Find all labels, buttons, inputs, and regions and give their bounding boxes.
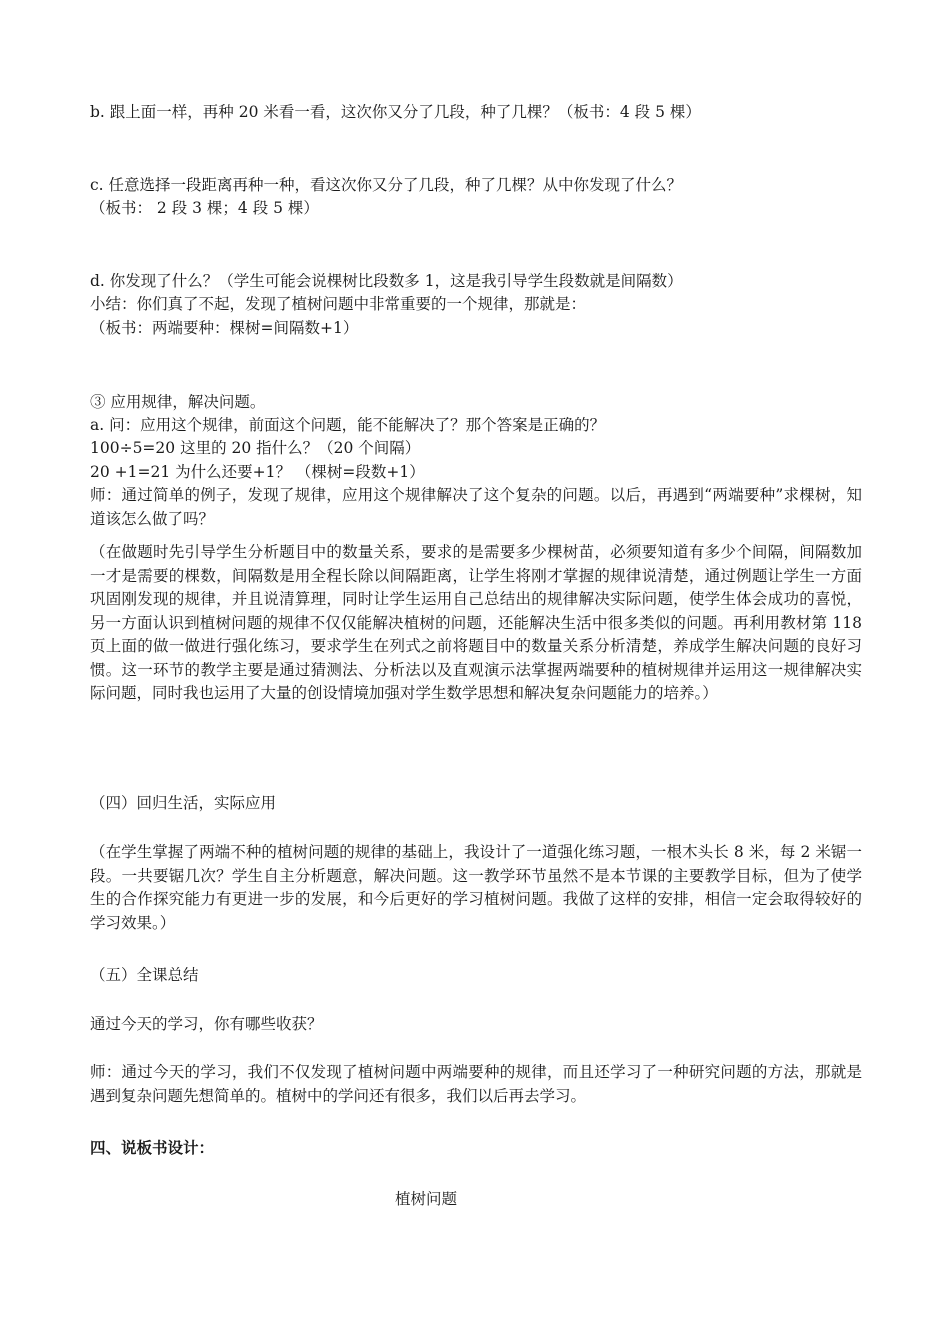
board-title: 植树问题 (394, 1190, 457, 1208)
line-harvest-question: 通过今天的学习，你有哪些收获？ (90, 1015, 323, 1033)
paragraph-note-2: （在学生掌握了两端不种的植树问题的规律的基础上，我设计了一道强化练习题，一根木头长 8 米，每 2 米锯一段。一共要锯几次？学生自主分析题意，解决问题。这一教学环节虽然不是本节课的主要教学目标，但为了使学生的合作探究能力有更进一步的发展，和今后更好的学习植树问题。我做了这样的安排，相信一定会取得较好的学习效果。） (90, 843, 862, 932)
line-c-question: c. 任意选择一段距离再种一种，看这次你又分了几段，种了几棵？从中你发现了什么？ (90, 176, 683, 194)
line-c-board: （板书： 2 段 3 棵；4 段 5 棵） (90, 199, 319, 217)
paragraph-teacher-1: 师：通过简单的例子，发现了规律，应用这个规律解决了这个复杂的问题。以后，再遇到“两端要种”求棵树，知道该怎么做了吗？ (90, 486, 862, 528)
line-b: b. 跟上面一样，再种 20 米看一看，这次你又分了几段，种了几棵？（板书：4 段 5 棵） (90, 103, 701, 121)
heading-board-design: 四、说板书设计： (90, 1139, 215, 1157)
line-step3-heading: ③ 应用规律，解决问题。 (90, 393, 266, 411)
paragraph-teacher-2: 师：通过今天的学习，我们不仅发现了植树问题中两端要种的规律，而且还学习了一种研究问题的方法，那就是遇到复杂问题先想简单的。植树中的学问还有很多，我们以后再去学习。 (90, 1063, 862, 1105)
line-board-rule: （板书：两端要种：棵树=间隔数+1） (90, 319, 359, 337)
line-a-question: a. 问：应用这个规律，前面这个问题，能不能解决了？那个答案是正确的？ (90, 416, 606, 434)
paragraph-note-1: （在做题时先引导学生分析题目中的数量关系，要求的是需要多少棵树苗，必须要知道有多少个间隔，间隔数加一才是需要的棵数，间隔数是用全程长除以间隔距离，让学生将刚才掌握的规律说清楚，通过例题让学生一方面巩固刚发现的规律，并且说清算理，同时让学生运用自己总结出的规律解决实际问题，使学生体会成功的喜悦，另一方面认识到植树问题的规律不仅仅能解决植树的问题，还能解决生活中很多类似的问题。再利用教材第 118 页上面的做一做进行强化练习，要求学生在列式之前将题目中的数量关系分析清楚，养成学生解决问题的良好习惯。这一环节的教学主要是通过猜测法、分析法以及直观演示法掌握两端要种的植树规律并运用这一规律解决实际问题，同时我也运用了大量的创设情境加强对学生数学思想和解决复杂问题能力的培养。） (90, 543, 862, 702)
line-calc-2: 20 +1=21 为什么还要+1？ （棵树=段数+1） (90, 463, 425, 481)
line-summary: 小结：你们真了不起，发现了植树问题中非常重要的一个规律，那就是： (90, 295, 587, 313)
line-d: d. 你发现了什么？（学生可能会说棵树比段数多 1，这是我引导学生段数就是间隔数） (90, 272, 683, 290)
section-5-heading: （五）全课总结 (90, 966, 199, 984)
line-calc-1: 100÷5=20 这里的 20 指什么？（20 个间隔） (90, 439, 421, 457)
section-4-heading: （四）回归生活，实际应用 (90, 794, 277, 812)
